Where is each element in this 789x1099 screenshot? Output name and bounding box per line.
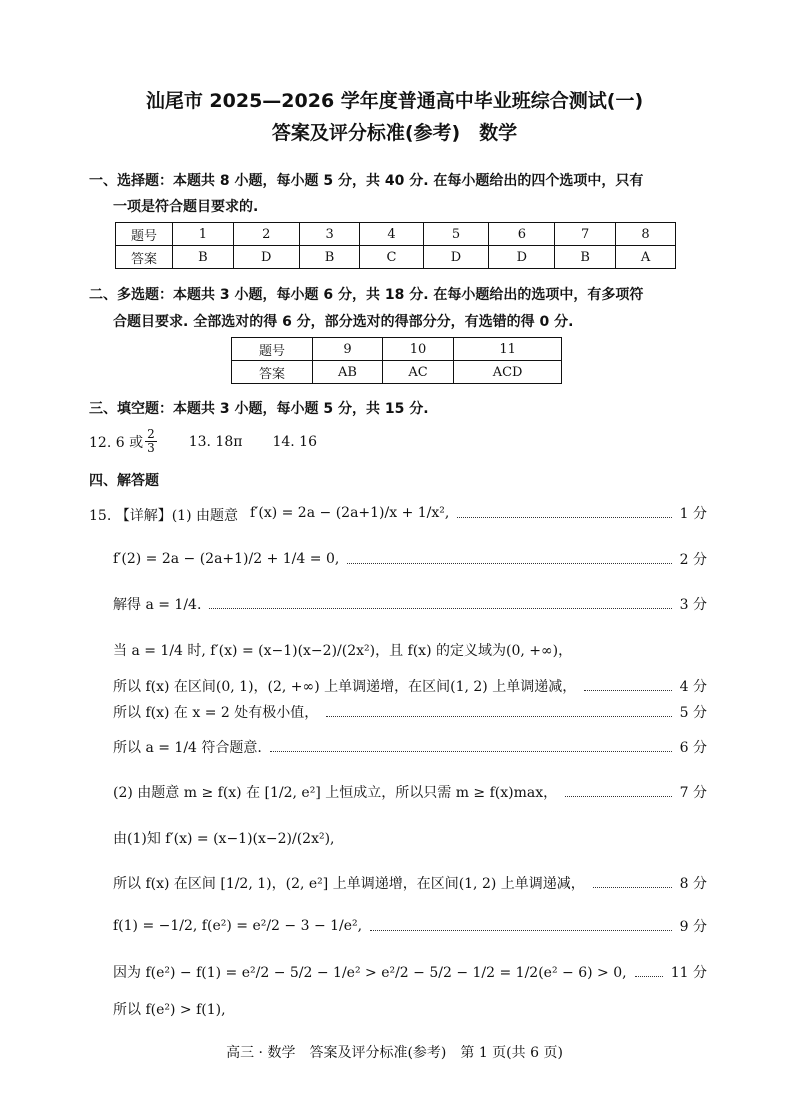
table-cell: 2: [233, 223, 299, 246]
table-cell: AC: [382, 361, 453, 384]
row-label: 答案: [116, 246, 173, 269]
q12-answer: 12. 6 或: [89, 434, 144, 451]
table-row-answers: [116, 246, 676, 269]
section3-heading: 三、填空题：本题共 3 小题，每小题 5 分，共 15 分.: [89, 401, 429, 417]
table-cell: B: [173, 246, 234, 269]
row-label: 题号: [232, 338, 313, 361]
table-cell: 3: [299, 223, 360, 246]
section4-heading: 四、解答题: [89, 473, 159, 489]
score-mark: 8 分: [679, 876, 707, 892]
table-cell: ACD: [454, 361, 562, 384]
section1-heading-a: 一、选择题：本题共 8 小题，每小题 5 分，共 40 分. 在每小题给出的四个选项中，只有: [89, 173, 644, 189]
table-cell: AB: [313, 361, 383, 384]
solution-line: 所以 f(x) 在区间 [1/2, 1)，(2, e²] 上单调递增，在区间(1, 2) 上单调递减， 8 分: [113, 870, 707, 896]
score-mark: 1 分: [679, 506, 707, 522]
q15-label: 15. 【详解】(1) 由题意: [89, 508, 238, 524]
table-cell: 11: [454, 338, 562, 361]
score-mark: 5 分: [679, 705, 707, 721]
table-cell: C: [360, 246, 423, 269]
table-cell: B: [555, 246, 616, 269]
table-row-answers: [232, 361, 562, 384]
table-cell: B: [299, 246, 360, 269]
solution-line: f(1) = −1/2, f(e²) = e²/2 − 3 − 1/e², 9 分: [113, 918, 707, 935]
table-cell: 7: [555, 223, 616, 246]
section2-heading-a: 二、多选题：本题共 3 小题，每小题 6 分，共 18 分. 在每小题给出的选项中，有多项符: [89, 287, 644, 303]
solution-line: f′(2) = 2a − (2a+1)/2 + 1/4 = 0, 2 分: [113, 551, 707, 568]
solution-line: 所以 f(e²) > f(1),: [113, 1002, 226, 1018]
score-mark: 3 分: [679, 597, 707, 613]
q12-fraction: [145, 428, 157, 455]
page-subtitle: 答案及评分标准(参考) 数学: [271, 122, 518, 144]
fraction-numerator: 2: [147, 427, 155, 441]
solution-line: f′(x) = 2a − (2a+1)/x + 1/x², 1 分: [250, 505, 707, 522]
score-mark: 6 分: [679, 740, 707, 756]
q14-answer: 14. 16: [272, 433, 317, 450]
q13-answer: 13. 18π: [188, 433, 243, 450]
answer-table-multi: [231, 337, 562, 384]
score-mark: 7 分: [679, 785, 707, 801]
solution-line: 所以 f(x) 在区间(0, 1)，(2, +∞) 上单调递增，在区间(1, 2) 上单调递减， 4 分: [113, 673, 707, 699]
answer-table-mc: [115, 222, 676, 269]
table-cell: A: [616, 246, 676, 269]
table-row-numbers: [116, 223, 676, 246]
score-mark: 4 分: [679, 679, 707, 695]
table-cell: 10: [382, 338, 453, 361]
table-row-numbers: [232, 338, 562, 361]
row-label: 答案: [232, 361, 313, 384]
row-label: 题号: [116, 223, 173, 246]
table-cell: 4: [360, 223, 423, 246]
solution-line: 所以 a = 1/4 符合题意. 6 分: [113, 734, 707, 760]
score-mark: 2 分: [679, 552, 707, 568]
page-title: 汕尾市 2025—2026 学年度普通高中毕业班综合测试(一): [145, 90, 644, 112]
table-cell: D: [489, 246, 555, 269]
section2-heading-b: 合题目要求. 全部选对的得 6 分，部分选对的得部分分，有选错的得 0 分.: [113, 314, 574, 330]
solution-line: (2) 由题意 m ≥ f(x) 在 [1/2, e²] 上恒成立，所以只需 m ≥ f(x)max， 7 分: [113, 779, 707, 805]
table-cell: D: [423, 246, 489, 269]
fill-in-answers: [89, 428, 317, 455]
table-cell: 5: [423, 223, 489, 246]
table-cell: D: [233, 246, 299, 269]
solution-line: 因为 f(e²) − f(1) = e²/2 − 5/2 − 1/e² > e²/2 − 5/2 − 1/2 = 1/2(e² − 6) > 0, 11 分: [113, 959, 707, 985]
table-cell: 8: [616, 223, 676, 246]
score-mark: 9 分: [679, 919, 707, 935]
solution-line: 所以 f(x) 在 x = 2 处有极小值， 5 分: [113, 699, 707, 725]
solution-line: 解得 a = 1/4. 3 分: [113, 591, 707, 617]
score-mark: 11 分: [670, 965, 707, 981]
table-cell: 9: [313, 338, 383, 361]
table-cell: 1: [173, 223, 234, 246]
solution-line: 当 a = 1/4 时, f′(x) = (x−1)(x−2)/(2x²)，且 f(x) 的定义域为(0, +∞)，: [113, 643, 573, 659]
table-cell: 6: [489, 223, 555, 246]
section1-heading-b: 一项是符合题目要求的.: [113, 199, 259, 215]
solution-line: 由(1)知 f′(x) = (x−1)(x−2)/(2x²),: [113, 831, 335, 847]
fraction-denominator: 3: [147, 441, 155, 455]
page-footer: 高三 · 数学 答案及评分标准(参考) 第 1 页(共 6 页): [226, 1045, 563, 1061]
